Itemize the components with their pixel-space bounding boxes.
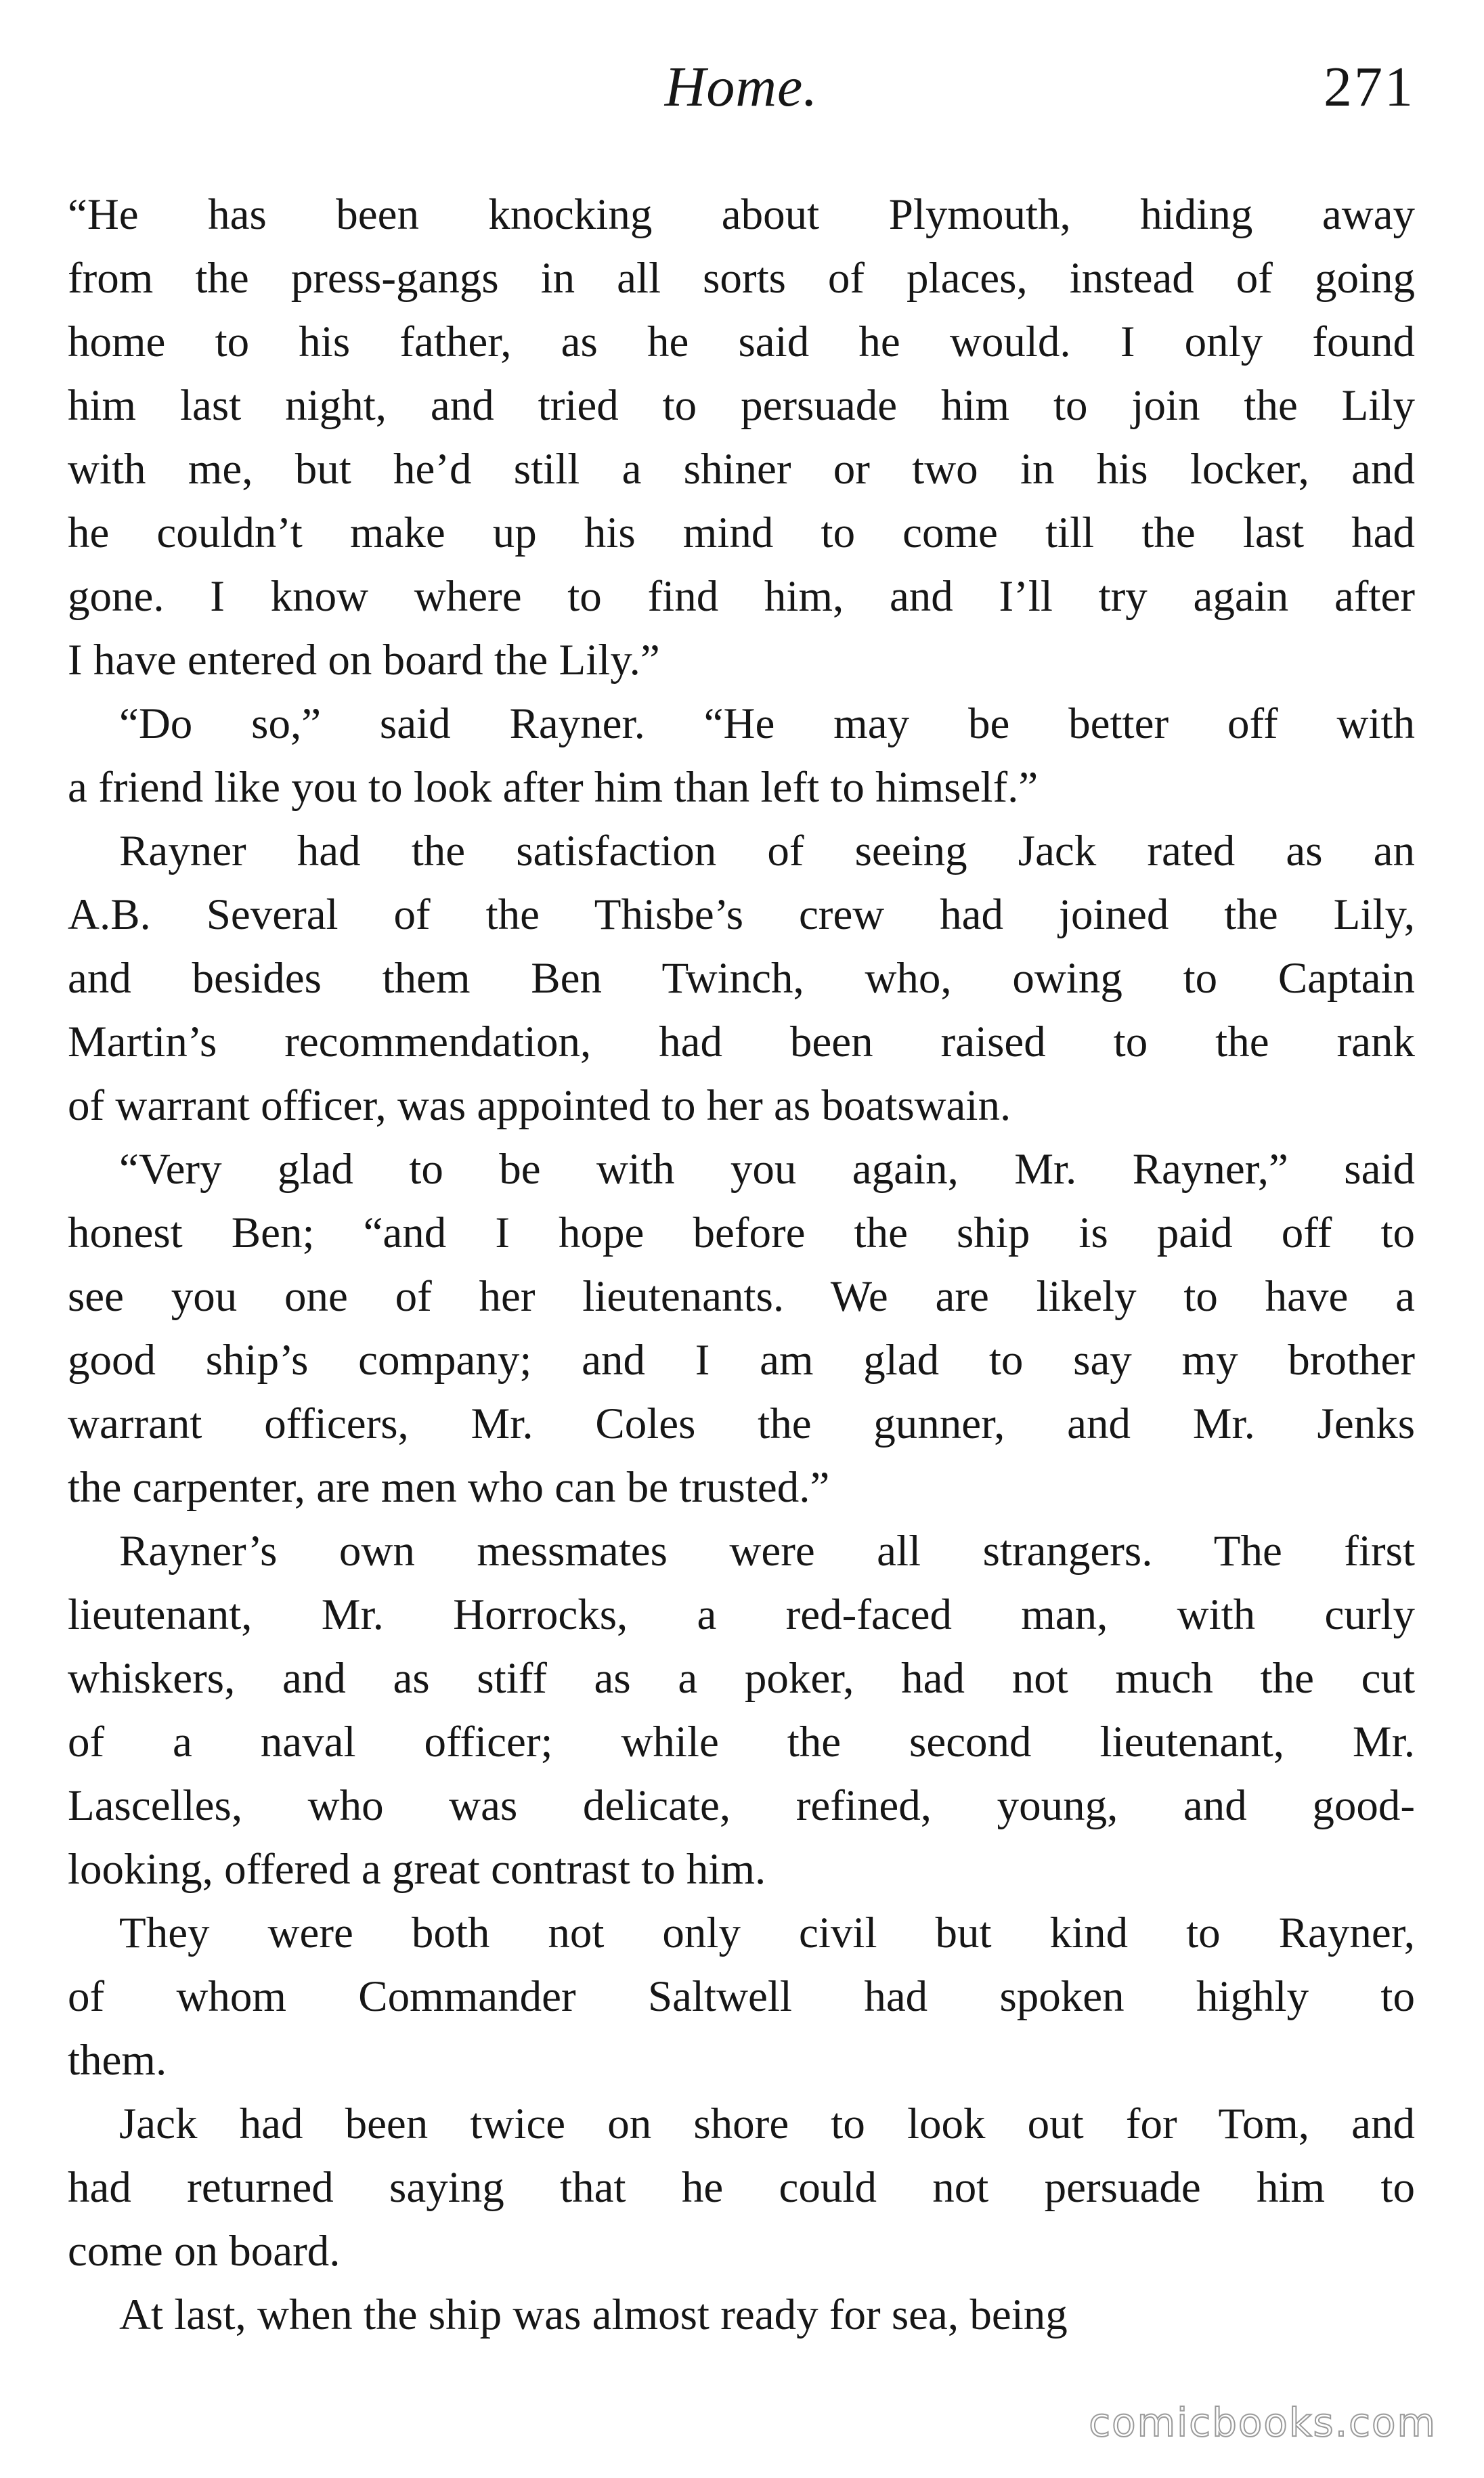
text-line: Lascelles, who was delicate, refined, young, and good- [68,1781,1415,1830]
text-line: They were both not only civil but kind to Rayner, [119,1909,1415,1957]
text-line: “Do so,” said Rayner. “He may be better off with [119,699,1415,748]
page-number: 271 [1324,56,1415,118]
running-title: Home. [664,56,819,118]
text-line: warrant officers, Mr. Coles the gunner, and Mr. Jenks [68,1399,1415,1448]
text-line: A.B. Several of the Thisbe’s crew had joined the Lily, [68,890,1415,939]
text-line: At last, when the ship was almost ready for sea, being [119,2290,1068,2339]
text-line: of warrant officer, was appointed to her as boatswain. [68,1081,1011,1130]
text-line: honest Ben; “and I hope before the ship is paid off to [68,1209,1415,1257]
text-line: he couldn’t make up his mind to come till the last had [68,508,1415,557]
paragraph [68,819,1415,1137]
paragraph [68,1519,1415,1901]
text-line: “He has been knocking about Plymouth, hiding away [68,190,1415,239]
text-line: Martin’s recommendation, had been raised to the rank [68,1018,1415,1066]
text-line: Rayner had the satisfaction of seeing Jack rated as an [119,827,1415,875]
text-line: lieutenant, Mr. Horrocks, a red-faced man, with curly [68,1590,1415,1639]
text-line: from the press-gangs in all sorts of places, instead of going [68,254,1415,303]
paragraph [68,1901,1415,2092]
text-line: him last night, and tried to persuade him to join the Lily [68,381,1415,430]
paragraph [68,2283,1415,2347]
text-line: “Very glad to be with you again, Mr. Rayner,” said [119,1145,1415,1194]
text-line: of a naval officer; while the second lieutenant, Mr. [68,1718,1415,1766]
page-header [68,54,1415,142]
text-line: home to his father, as he said he would. I only found [68,318,1415,366]
text-line: Jack had been twice on shore to look out for Tom, and [119,2100,1415,2148]
text-line: them. [68,2036,167,2085]
paragraph [68,183,1415,692]
text-line: come on board. [68,2227,341,2276]
text-line: the carpenter, are men who can be trusted.” [68,1463,830,1512]
text-line: Rayner’s own messmates were all strangers. The first [119,1527,1415,1575]
text-line: and besides them Ben Twinch, who, owing to Captain [68,954,1415,1003]
text-line: looking, offered a great contrast to him. [68,1845,766,1894]
text-line: whiskers, and as stiff as a poker, had not much the cut [68,1654,1415,1703]
text-line: see you one of her lieutenants. We are likely to have a [68,1272,1415,1321]
text-body [68,183,1415,2347]
text-line: gone. I know where to find him, and I’ll try again after [68,572,1415,621]
text-line: had returned saying that he could not persuade him to [68,2163,1415,2212]
text-line: of whom Commander Saltwell had spoken highly to [68,1972,1415,2021]
paragraph [68,692,1415,819]
text-line: a friend like you to look after him than left to himself.” [68,763,1039,812]
text-line: good ship’s company; and I am glad to say my brother [68,1336,1415,1385]
text-line: with me, but he’d still a shiner or two in his locker, and [68,445,1415,494]
paragraph [68,2092,1415,2283]
paragraph [68,1137,1415,1519]
watermark: comicbooks.com [1089,2399,1437,2446]
text-line: I have entered on board the Lily.” [68,636,660,684]
